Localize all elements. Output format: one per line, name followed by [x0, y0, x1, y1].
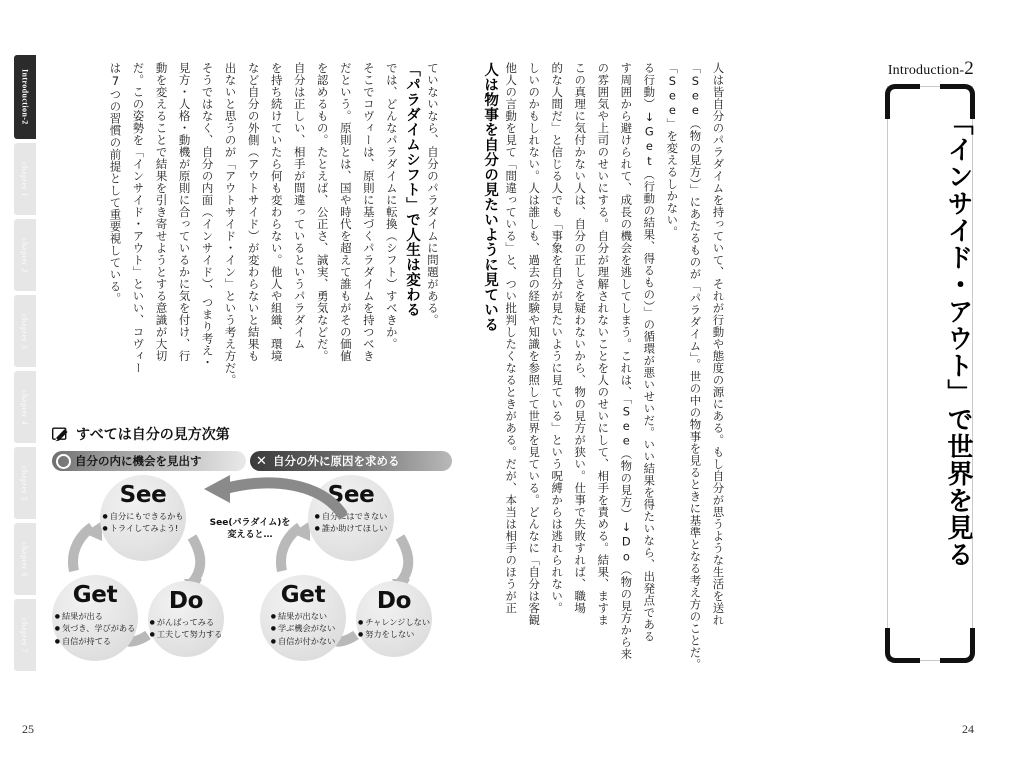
node-bullet: ● 誰か助けてほしい — [315, 522, 388, 534]
body-column: そこでコヴィーは、原則に基づくパラダイムを持つべき — [361, 62, 376, 362]
tab-label: chapter 5 — [20, 465, 30, 501]
page-number-right: 24 — [962, 722, 974, 736]
body-column: を認めるもの。たとえば、公正さ、誠実、勇気などだ。 — [315, 62, 330, 362]
node-bullet: ● 自信が持てる — [55, 635, 136, 647]
tab-label: chapter 6 — [20, 541, 30, 577]
node-get-positive — [52, 575, 138, 661]
body-column: そうではなく、自分の内面（インサイド）、つまり考え・ — [200, 62, 215, 369]
tab-label: chapter 3 — [20, 313, 30, 349]
arrow-annotation-line2: 変えると… — [227, 530, 273, 541]
node-do-negative — [356, 581, 432, 657]
node-bullet: ● 自分にもできるかも — [103, 510, 184, 522]
figure-title: すべては自分の見方次第 — [76, 427, 230, 443]
body-column: 「See」を変えるしかない。 — [665, 62, 680, 238]
node-bullet: ● チャレンジしない — [358, 616, 430, 628]
body-column: を持ち続けていたら何も変わらない。他人や組織、環境 — [269, 62, 284, 362]
sidebar-item-chapter-3[interactable] — [14, 295, 36, 367]
node-bullet: ● トライしてみよう! — [103, 522, 184, 534]
body-column: る行動）↓Get（行動の結果、得るもの）」の循環が悪いせいだ。いい結果を得たいなら、出発点である — [642, 62, 657, 643]
pill-label: 自分の外に原因を求める — [273, 454, 400, 468]
sidebar-item-introduction-2[interactable] — [14, 55, 36, 139]
body-column: だという。原則とは、国や時代を超えて誰もがその価値 — [338, 62, 353, 362]
body-column: 出ないと思うのが「アウトサイド・イン」という考え方だ。 — [223, 62, 238, 386]
cycle-diagrams — [52, 475, 454, 665]
body-column: は7つの習慣の前提として重要視している。 — [108, 62, 123, 305]
body-column: 人は皆自分のパラダイムを持っていて、それが行動や態度の源にある。もし自分が思うような生活を送れ — [711, 62, 726, 626]
body-column: など自分の外側（アウトサイド）が変わらないと結果も — [246, 62, 261, 362]
node-bullet: ● 自分にはできない — [315, 510, 388, 522]
tab-label: chapter 7 — [20, 617, 30, 653]
running-head-number: 2 — [964, 58, 974, 79]
body-column: だ。この姿勢を「インサイド・アウト」といい、コヴィー — [131, 62, 146, 374]
node-get-negative — [260, 575, 346, 661]
node-bullet: ● がんばってみる — [150, 616, 223, 628]
body-column: しいのかもしれない。人は誰しも、過去の経験や知識を参照して世界を見ている。どんなに「自分は客観 — [527, 62, 542, 626]
body-column: 他人の言動を見て「間違っている」と、つい批判したくなるときがある。だが、本当は相手のほうが正 — [504, 62, 519, 614]
node-bullet: ● 工夫して努力する — [150, 628, 223, 640]
node-bullet: ● 学ぶ機会がない — [271, 622, 336, 634]
body-column: この真理に気付かない人は、自分の正しさを疑わないから、物の見方が狭い。仕事で失敗すれば、職場 — [573, 62, 588, 614]
circle-mark-icon — [56, 454, 71, 469]
sidebar-item-chapter-1[interactable] — [14, 143, 36, 215]
figure-title-row — [52, 424, 454, 444]
sidebar-item-chapter-2[interactable] — [14, 219, 36, 291]
node-label: Get — [72, 582, 118, 608]
body-column: す周囲から避けられて、成長の機会を逃してしまう。これは、「See（物の見方）↓Do（物の見方から来 — [619, 62, 634, 660]
tab-label: chapter 2 — [20, 237, 30, 273]
body-column: ていないなら、自分のパラダイムに問題がある。 — [426, 62, 440, 326]
body-column: 的な人間だ」と信じる人でも「事象を自分が見たいように見ている」という呪縛からは逃れられない。 — [550, 62, 565, 614]
section-heading-left: 「パラダイムシフト」で人生は変わる — [403, 62, 420, 317]
chapter-title-box — [887, 86, 973, 661]
body-column: の雰囲気や上司のせいにする。自分が理解されないことを人のせいにして、相手を責める。結果、ますま — [596, 62, 611, 626]
node-bullet: ● 自信が付かない — [271, 635, 336, 647]
sidebar-item-chapter-5[interactable] — [14, 447, 36, 519]
pill-label: 自分の内に機会を見出す — [75, 454, 202, 468]
pill-opportunity-inside — [52, 451, 246, 471]
node-bullets — [150, 616, 223, 641]
sidebar-item-chapter-7[interactable] — [14, 599, 36, 671]
pill-blame-outside — [250, 451, 452, 471]
node-label: Get — [280, 582, 326, 608]
section-heading-right: 人は物事を自分の見たいように見ている — [482, 62, 499, 332]
node-label: Do — [376, 588, 412, 614]
figure-see-do-get — [52, 424, 454, 664]
right-page-body — [481, 62, 881, 712]
page-title: 「インサイド・アウト」で世界を見る — [943, 109, 973, 568]
sidebar-item-chapter-6[interactable] — [14, 523, 36, 595]
node-do-positive — [148, 581, 224, 657]
node-label: See — [119, 482, 167, 508]
node-label: See — [327, 482, 375, 508]
figure-pill-row — [52, 451, 452, 471]
node-bullet: ● 結果が出ない — [271, 610, 336, 622]
sidebar-item-chapter-4[interactable] — [14, 371, 36, 443]
running-head — [888, 58, 974, 80]
page-number-left: 25 — [22, 722, 34, 736]
body-column: では、どんなパラダイムに転換（シフト）すべきか。 — [384, 62, 399, 350]
tab-label: Introduction-2 — [20, 69, 30, 125]
node-bullets — [55, 610, 136, 647]
body-column: 見方・人格・動機が原則に合っているかに気を付け、行 — [177, 62, 192, 362]
node-bullet: ● 結果が出る — [55, 610, 136, 622]
node-bullet: ● 気づき、学びがある — [55, 622, 136, 634]
node-label: Do — [168, 588, 204, 614]
body-column: 「See（物の見方）」にあたるものが「パラダイム」。世の中の物事を見るときに基準となる考え方のことだ。 — [688, 62, 703, 671]
left-page-body — [46, 62, 444, 422]
node-bullets — [358, 616, 430, 641]
pen-icon — [52, 427, 69, 442]
arrow-annotation-line1: See(パラダイム)を — [209, 518, 291, 528]
tab-label: chapter 4 — [20, 389, 30, 425]
node-bullet: ● 努力をしない — [358, 628, 430, 640]
tab-label: chapter 1 — [20, 161, 30, 197]
arrow-annotation — [204, 517, 296, 541]
running-head-label: Introduction- — [887, 63, 965, 78]
cross-mark-icon: ✕ — [256, 453, 267, 469]
body-column: 自分は正しい、相手が間違っているというパラダイム — [292, 62, 307, 350]
chapter-tab-rail — [14, 55, 36, 725]
node-bullets — [271, 610, 336, 647]
body-column: 動を変えることで結果を引き寄せようとする意識が大切 — [154, 62, 169, 362]
